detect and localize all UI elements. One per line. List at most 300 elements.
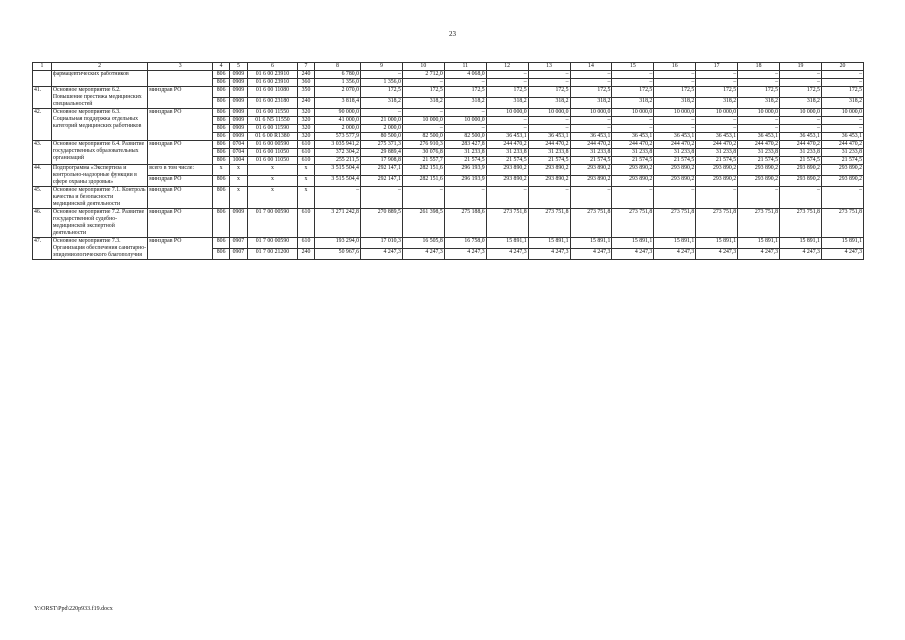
grbs-code: 806 [213, 176, 230, 187]
responsible-executor: всего в том числе: [148, 165, 213, 176]
amount-cell: 318,2 [486, 98, 528, 109]
amount-cell: – [486, 117, 528, 125]
amount-cell: – [696, 125, 738, 133]
amount-cell: 6 780,0 [314, 71, 360, 79]
amount-cell: – [486, 79, 528, 87]
amount-cell: 282 151,6 [402, 165, 444, 176]
amount-cell: 292 147,1 [360, 165, 402, 176]
amount-cell: 21 574,5 [780, 157, 822, 165]
row-number: 44. [33, 165, 52, 187]
amount-cell: 293 890,2 [654, 165, 696, 176]
amount-cell: – [654, 117, 696, 125]
amount-cell: – [570, 125, 612, 133]
amount-cell: 318,2 [738, 98, 780, 109]
section-code: 1004 [230, 157, 248, 165]
amount-cell: – [570, 187, 612, 209]
amount-cell: – [444, 79, 486, 87]
amount-cell: 10 000,0 [696, 109, 738, 117]
amount-cell: 261 398,5 [402, 209, 444, 238]
amount-cell: 16 758,0 [444, 238, 486, 249]
section-code: 0909 [230, 79, 248, 87]
amount-cell: 296 193,9 [444, 165, 486, 176]
amount-cell: 293 890,2 [486, 176, 528, 187]
grbs-code: 806 [213, 87, 230, 98]
amount-cell: 2 000,0 [360, 125, 402, 133]
row-number: 47. [33, 238, 52, 260]
amount-cell: – [612, 71, 654, 79]
amount-cell: 293 890,2 [780, 176, 822, 187]
column-header: 11 [444, 63, 486, 71]
amount-cell: – [402, 125, 444, 133]
responsible-executor [148, 71, 213, 87]
amount-cell: 36 453,1 [696, 133, 738, 141]
amount-cell: – [738, 79, 780, 87]
amount-cell: 21 000,0 [360, 117, 402, 125]
amount-cell: 3 271 242,8 [314, 209, 360, 238]
amount-cell: 21 574,5 [696, 157, 738, 165]
amount-cell: 36 453,1 [570, 133, 612, 141]
grbs-code: 806 [213, 209, 230, 238]
amount-cell: 21 557,7 [402, 157, 444, 165]
expense-type-code: 320 [298, 117, 315, 125]
amount-cell: 573 577,9 [314, 133, 360, 141]
amount-cell: 282 151,6 [402, 176, 444, 187]
amount-cell: 244 470,2 [486, 141, 528, 149]
grbs-code: 806 [213, 249, 230, 260]
section-code: 0907 [230, 238, 248, 249]
grbs-code: 806 [213, 98, 230, 109]
amount-cell: 270 889,5 [360, 209, 402, 238]
amount-cell: 10 000,0 [570, 109, 612, 117]
amount-cell: 21 574,5 [654, 157, 696, 165]
amount-cell: – [696, 79, 738, 87]
program-name: Основное мероприятие 6.3. Социальная поддержка отдельных категорий медицинских работников [51, 109, 147, 141]
amount-cell: 4 247,3 [360, 249, 402, 260]
target-article-code: 01 7 00 00590 [247, 238, 297, 249]
responsible-executor: минздрав РО [148, 109, 213, 141]
amount-cell: 172,5 [444, 87, 486, 98]
amount-cell: 273 751,8 [486, 209, 528, 238]
amount-cell: 1 356,0 [314, 79, 360, 87]
amount-cell: 244 470,2 [654, 141, 696, 149]
amount-cell: 273 751,8 [738, 209, 780, 238]
amount-cell: – [528, 187, 570, 209]
amount-cell: – [821, 187, 863, 209]
section-code: х [230, 187, 248, 209]
amount-cell: – [314, 187, 360, 209]
amount-cell: 15 891,1 [654, 238, 696, 249]
target-article-code: 01 6 00 R1380 [247, 133, 297, 141]
amount-cell: – [402, 187, 444, 209]
amount-cell: 172,5 [654, 87, 696, 98]
table-row [33, 141, 864, 149]
column-header: 18 [738, 63, 780, 71]
section-code: 0909 [230, 125, 248, 133]
target-article-code: 01 6 00 23910 [247, 71, 297, 79]
page-number: 23 [449, 30, 456, 38]
section-code: х [230, 176, 248, 187]
grbs-code: 806 [213, 149, 230, 157]
amount-cell: – [360, 109, 402, 117]
amount-cell: – [654, 125, 696, 133]
table-row [33, 209, 864, 238]
amount-cell: 10 000,0 [486, 109, 528, 117]
amount-cell: 4 247,3 [528, 249, 570, 260]
amount-cell: 172,5 [780, 87, 822, 98]
amount-cell: 172,5 [738, 87, 780, 98]
grbs-code: 806 [213, 109, 230, 117]
amount-cell: 82 500,0 [402, 133, 444, 141]
amount-cell: 15 891,1 [696, 238, 738, 249]
expense-type-code: 320 [298, 109, 315, 117]
expense-type-code: 240 [298, 249, 315, 260]
amount-cell: 15 891,1 [821, 238, 863, 249]
column-header: 20 [821, 63, 863, 71]
amount-cell: – [402, 109, 444, 117]
responsible-executor: минздрав РО [148, 87, 213, 109]
amount-cell: 293 890,2 [570, 176, 612, 187]
column-header: 2 [51, 63, 147, 71]
amount-cell: 31 233,8 [780, 149, 822, 157]
row-number: 41. [33, 87, 52, 109]
amount-cell: – [486, 187, 528, 209]
amount-cell: – [402, 79, 444, 87]
amount-cell: 31 233,8 [570, 149, 612, 157]
amount-cell: 10 000,0 [654, 109, 696, 117]
amount-cell: 4 247,3 [738, 249, 780, 260]
grbs-code: 806 [213, 133, 230, 141]
amount-cell: – [821, 125, 863, 133]
program-name: Основное мероприятие 6.2. Повышение престижа медицинских специальностей [51, 87, 147, 109]
amount-cell: 15 891,1 [780, 238, 822, 249]
amount-cell: 172,5 [360, 87, 402, 98]
amount-cell: 293 890,2 [780, 165, 822, 176]
amount-cell: 318,2 [360, 98, 402, 109]
amount-cell: 318,2 [570, 98, 612, 109]
expense-type-code: 320 [298, 133, 315, 141]
expense-type-code: 610 [298, 157, 315, 165]
row-number: 42. [33, 109, 52, 141]
expense-type-code: х [298, 165, 315, 176]
amount-cell: – [570, 79, 612, 87]
row-number [33, 71, 52, 87]
amount-cell: 172,5 [486, 87, 528, 98]
target-article-code: 01 6 00 23180 [247, 98, 297, 109]
expense-type-code: 320 [298, 125, 315, 133]
amount-cell: 273 751,8 [654, 209, 696, 238]
section-code: х [230, 165, 248, 176]
amount-cell: – [696, 71, 738, 79]
amount-cell: – [780, 79, 822, 87]
amount-cell: 172,5 [612, 87, 654, 98]
amount-cell: 293 890,2 [528, 165, 570, 176]
amount-cell: 1 356,0 [360, 79, 402, 87]
responsible-executor: минздрав РО [148, 187, 213, 209]
amount-cell: 31 233,8 [486, 149, 528, 157]
amount-cell: 31 233,8 [612, 149, 654, 157]
responsible-executor: минздрав РО [148, 209, 213, 238]
program-name: Основное мероприятие 7.1. Контроль качества и безопасности медицинской деятельности [51, 187, 147, 209]
amount-cell: 372 304,2 [314, 149, 360, 157]
amount-cell: 21 574,5 [486, 157, 528, 165]
amount-cell: 36 453,1 [486, 133, 528, 141]
expense-type-code: 610 [298, 149, 315, 157]
budget-table [32, 62, 864, 260]
amount-cell: 15 891,1 [570, 238, 612, 249]
amount-cell: 10 000,0 [402, 117, 444, 125]
column-header: 15 [612, 63, 654, 71]
amount-cell: 21 574,5 [528, 157, 570, 165]
table-row [33, 71, 864, 79]
row-number: 45. [33, 187, 52, 209]
program-name: Основное мероприятие 6.4. Развитие государственных образовательных организаций [51, 141, 147, 165]
amount-cell: – [654, 71, 696, 79]
amount-cell: 293 890,2 [738, 176, 780, 187]
amount-cell: – [780, 187, 822, 209]
expense-type-code: 240 [298, 98, 315, 109]
footer-file-path: Y:\ORST\Ppd\220p933.f19.docx [34, 606, 113, 612]
section-code: 0909 [230, 87, 248, 98]
expense-type-code: 350 [298, 87, 315, 98]
target-article-code: 01 6 00 23910 [247, 79, 297, 87]
section-code: 0704 [230, 141, 248, 149]
amount-cell: – [612, 187, 654, 209]
target-article-code: х [247, 165, 297, 176]
expense-type-code: 610 [298, 141, 315, 149]
amount-cell: – [360, 71, 402, 79]
amount-cell: – [738, 117, 780, 125]
amount-cell: 172,5 [402, 87, 444, 98]
amount-cell: 293 890,2 [486, 165, 528, 176]
grbs-code: 806 [213, 141, 230, 149]
table-row [33, 187, 864, 209]
amount-cell: 3 035 941,2 [314, 141, 360, 149]
amount-cell: 273 751,8 [780, 209, 822, 238]
amount-cell: 172,5 [696, 87, 738, 98]
amount-cell: 244 470,2 [821, 141, 863, 149]
amount-cell: 21 574,5 [821, 157, 863, 165]
amount-cell: 292 147,1 [360, 176, 402, 187]
column-header: 8 [314, 63, 360, 71]
amount-cell: 293 890,2 [696, 176, 738, 187]
amount-cell: 3 818,4 [314, 98, 360, 109]
section-code: 0909 [230, 71, 248, 79]
amount-cell: – [528, 117, 570, 125]
amount-cell: – [444, 187, 486, 209]
amount-cell: 318,2 [696, 98, 738, 109]
amount-cell: 293 890,2 [821, 165, 863, 176]
amount-cell: – [821, 79, 863, 87]
amount-cell: 21 574,5 [570, 157, 612, 165]
column-header: 12 [486, 63, 528, 71]
amount-cell: 2 712,0 [402, 71, 444, 79]
amount-cell: 4 247,3 [612, 249, 654, 260]
section-code: 0909 [230, 109, 248, 117]
expense-type-code: 610 [298, 209, 315, 238]
table-row [33, 109, 864, 117]
amount-cell: 3 515 504,4 [314, 165, 360, 176]
target-article-code: х [247, 176, 297, 187]
column-header: 9 [360, 63, 402, 71]
amount-cell: 17 010,3 [360, 238, 402, 249]
amount-cell: 244 470,2 [612, 141, 654, 149]
amount-cell: – [486, 71, 528, 79]
amount-cell: 10 000,0 [444, 117, 486, 125]
amount-cell: 275 371,3 [360, 141, 402, 149]
amount-cell: – [528, 125, 570, 133]
amount-cell: 293 890,2 [696, 165, 738, 176]
target-article-code: 01 6 00 11550 [247, 109, 297, 117]
amount-cell: 318,2 [821, 98, 863, 109]
section-code: 0704 [230, 149, 248, 157]
target-article-code: 01 6 00 11050 [247, 157, 297, 165]
column-header: 19 [780, 63, 822, 71]
amount-cell: 172,5 [528, 87, 570, 98]
amount-cell: 244 470,2 [696, 141, 738, 149]
expense-type-code: х [298, 176, 315, 187]
program-name: Основное мероприятие 7.2. Развитие государственной судебно-медицинской экспертной деятельности [51, 209, 147, 238]
target-article-code: 01 7 00 00590 [247, 209, 297, 238]
responsible-executor: минздрав РО [148, 141, 213, 165]
amount-cell: 296 193,9 [444, 176, 486, 187]
row-number: 46. [33, 209, 52, 238]
amount-cell: – [528, 79, 570, 87]
target-article-code: 01 6 00 11080 [247, 87, 297, 98]
amount-cell: 273 751,8 [612, 209, 654, 238]
amount-cell: 36 453,1 [780, 133, 822, 141]
table-row [33, 238, 864, 249]
amount-cell: 4 247,3 [486, 249, 528, 260]
amount-cell: 10 000,0 [821, 109, 863, 117]
amount-cell: 31 233,8 [654, 149, 696, 157]
table-row [33, 176, 864, 187]
header-row [33, 63, 864, 71]
amount-cell: 21 574,5 [738, 157, 780, 165]
row-number: 43. [33, 141, 52, 165]
amount-cell: 31 233,8 [444, 149, 486, 157]
amount-cell: 4 247,3 [696, 249, 738, 260]
amount-cell: 21 574,5 [612, 157, 654, 165]
amount-cell: 244 470,2 [528, 141, 570, 149]
amount-cell: 193 294,0 [314, 238, 360, 249]
amount-cell: 273 751,8 [821, 209, 863, 238]
amount-cell: 36 453,1 [821, 133, 863, 141]
column-header: 16 [654, 63, 696, 71]
amount-cell: 16 505,8 [402, 238, 444, 249]
amount-cell: 273 751,8 [696, 209, 738, 238]
section-code: 0907 [230, 249, 248, 260]
section-code: 0909 [230, 209, 248, 238]
amount-cell: 31 233,8 [738, 149, 780, 157]
amount-cell: 90 000,0 [314, 109, 360, 117]
amount-cell: 36 453,1 [654, 133, 696, 141]
amount-cell: 172,5 [821, 87, 863, 98]
amount-cell: 36 453,1 [528, 133, 570, 141]
column-header: 6 [247, 63, 297, 71]
target-article-code: 01 6 N5 11550 [247, 117, 297, 125]
amount-cell: 293 890,2 [570, 165, 612, 176]
amount-cell: 318,2 [612, 98, 654, 109]
amount-cell: 36 453,1 [738, 133, 780, 141]
amount-cell: 2 000,0 [314, 125, 360, 133]
amount-cell: 29 889,4 [360, 149, 402, 157]
expense-type-code: 240 [298, 71, 315, 79]
amount-cell: 318,2 [780, 98, 822, 109]
amount-cell: – [780, 125, 822, 133]
target-article-code: 01 6 00 00590 [247, 141, 297, 149]
amount-cell: – [738, 71, 780, 79]
amount-cell: – [528, 71, 570, 79]
amount-cell: 36 453,1 [612, 133, 654, 141]
column-header: 14 [570, 63, 612, 71]
amount-cell: – [821, 117, 863, 125]
amount-cell: 2 070,0 [314, 87, 360, 98]
amount-cell: – [780, 71, 822, 79]
amount-cell: 4 068,0 [444, 71, 486, 79]
amount-cell: – [738, 125, 780, 133]
amount-cell: 293 890,2 [612, 176, 654, 187]
program-name: Подпрограмма «Экспертиза и контрольно-надзорные функции в сфере охраны здоровья» [51, 165, 147, 187]
amount-cell: – [780, 117, 822, 125]
section-code: 0909 [230, 117, 248, 125]
amount-cell: 41 000,0 [314, 117, 360, 125]
program-name: фармацевтических работников [51, 71, 147, 87]
column-header: 7 [298, 63, 315, 71]
amount-cell: 50 967,6 [314, 249, 360, 260]
grbs-code: 806 [213, 79, 230, 87]
grbs-code: 806 [213, 187, 230, 209]
amount-cell: 275 188,6 [444, 209, 486, 238]
column-header: 4 [213, 63, 230, 71]
amount-cell: – [612, 79, 654, 87]
table-row [33, 87, 864, 98]
amount-cell: 10 000,0 [780, 109, 822, 117]
amount-cell: – [821, 71, 863, 79]
grbs-code: 806 [213, 71, 230, 79]
amount-cell: 293 890,2 [821, 176, 863, 187]
amount-cell: – [360, 187, 402, 209]
section-code: 0909 [230, 98, 248, 109]
amount-cell: 4 247,3 [402, 249, 444, 260]
amount-cell: 318,2 [402, 98, 444, 109]
expense-type-code: 360 [298, 79, 315, 87]
amount-cell: 31 233,8 [821, 149, 863, 157]
amount-cell: 3 515 504,4 [314, 176, 360, 187]
amount-cell: 244 470,2 [570, 141, 612, 149]
amount-cell: 172,5 [570, 87, 612, 98]
amount-cell: 293 890,2 [654, 176, 696, 187]
amount-cell: 283 427,8 [444, 141, 486, 149]
target-article-code: 01 6 00 11590 [247, 125, 297, 133]
table-row [33, 165, 864, 176]
column-header: 1 [33, 63, 52, 71]
amount-cell: – [612, 125, 654, 133]
amount-cell: 273 751,8 [570, 209, 612, 238]
grbs-code: х [213, 165, 230, 176]
amount-cell: 318,2 [654, 98, 696, 109]
target-article-code: 01 6 00 11050 [247, 149, 297, 157]
amount-cell: 276 910,3 [402, 141, 444, 149]
amount-cell: 4 247,3 [821, 249, 863, 260]
amount-cell: 15 891,1 [528, 238, 570, 249]
amount-cell: 318,2 [528, 98, 570, 109]
amount-cell: 255 211,5 [314, 157, 360, 165]
amount-cell: 244 470,2 [780, 141, 822, 149]
amount-cell: 4 247,3 [654, 249, 696, 260]
amount-cell: 244 470,2 [738, 141, 780, 149]
amount-cell: 4 247,3 [780, 249, 822, 260]
grbs-code: 806 [213, 157, 230, 165]
